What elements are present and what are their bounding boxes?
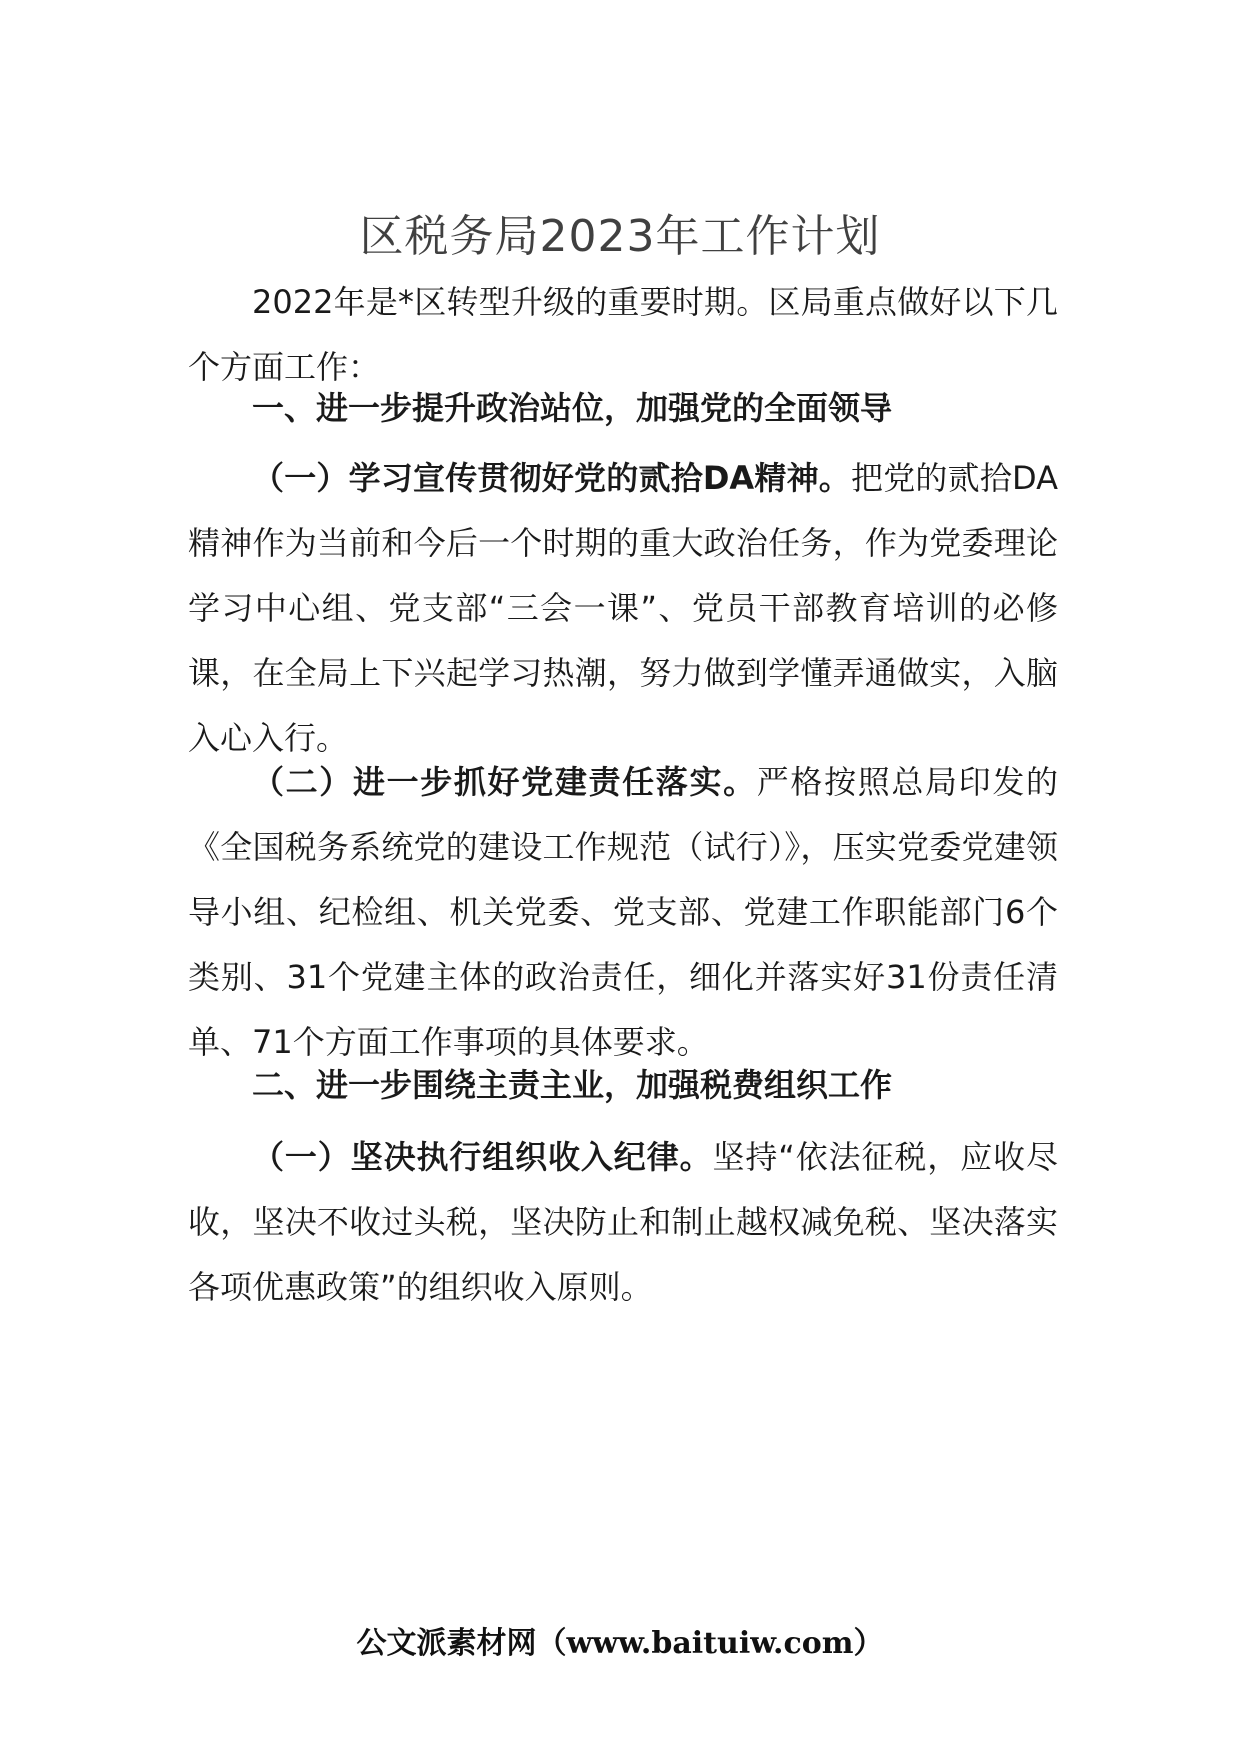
intro-paragraph: 2022年是*区转型升级的重要时期。区局重点做好以下几个方面工作：	[188, 283, 1058, 386]
section-1-item-1	[188, 446, 1058, 771]
section-heading-1: 一、进一步提升政治站位，加强党的全面领导	[252, 389, 893, 427]
section-1-item-2	[188, 750, 1058, 1075]
section-heading-2: 二、进一步围绕主责主业，加强税费组织工作	[252, 1066, 893, 1104]
section-2-item-1	[188, 1125, 1058, 1320]
item-text: 坚持“依法征税，应收尽收，坚决不收过头税，坚决防止和制止越权减免税、坚决落实各项优惠政策”的组织收入原则。	[188, 1138, 1058, 1306]
item-text: 把党的贰拾DA精神作为当前和今后一个时期的重大政治任务，作为党委理论学习中心组、党支部“三会一课”、党员干部教育培训的必修课，在全局上下兴起学习热潮，努力做到学懂弄通做实，入脑入心入行。	[188, 459, 1058, 757]
item-lead: （二）进一步抓好党建责任落实。	[252, 763, 757, 801]
item-lead: （一）坚决执行组织收入纪律。	[252, 1138, 713, 1176]
document-title: 区税务局2023年工作计划	[359, 211, 881, 262]
item-text: 严格按照总局印发的《全国税务系统党的建设工作规范（试行）》，压实党委党建领导小组、纪检组、机关党委、党支部、党建工作职能部门6个类别、31个党建主体的政治责任，细化并落实好31份责任清单、71个方面工作事项的具体要求。	[188, 763, 1058, 1061]
item-lead: （一）学习宣传贯彻好党的贰拾DA精神。	[252, 459, 851, 497]
footer-watermark: 公文派素材网（www.baituiw.com）	[356, 1626, 884, 1661]
